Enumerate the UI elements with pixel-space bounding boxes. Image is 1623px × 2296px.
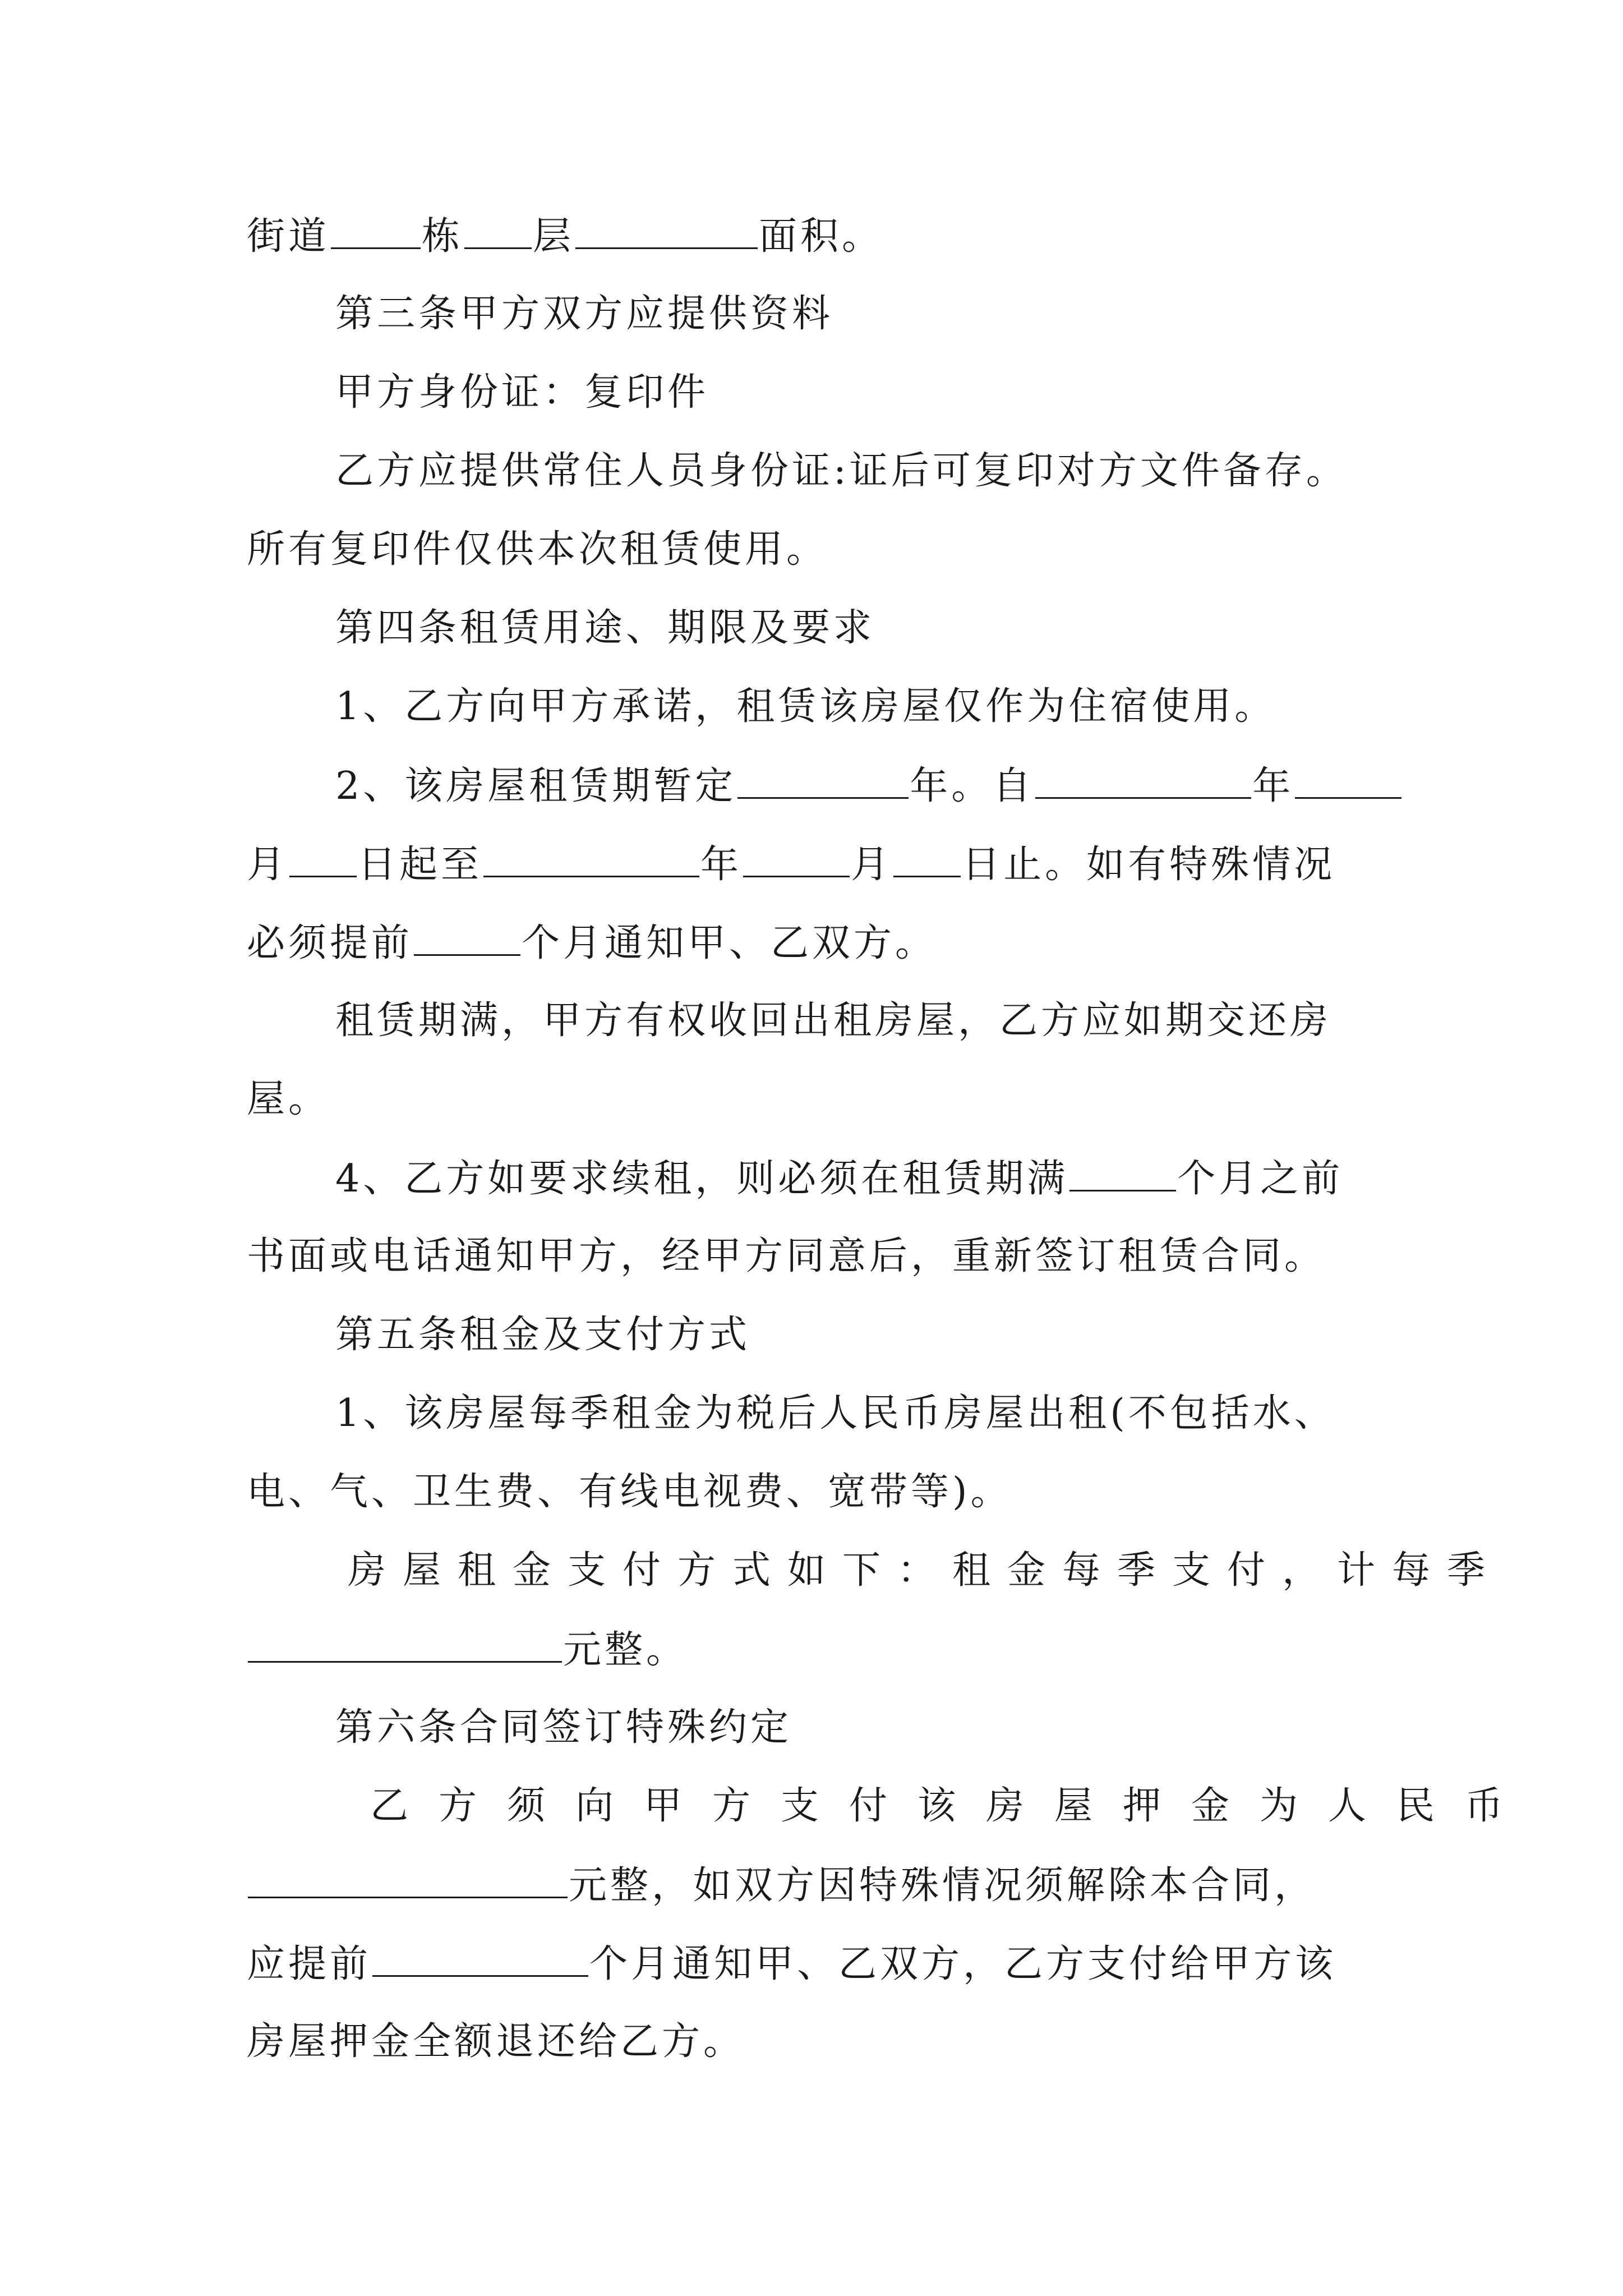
text-advance: 必须提前 — [247, 921, 413, 965]
clause-4-4-line-2: 书面或电话通知甲方，经甲方同意后，重新签订租赁合同。 — [247, 1234, 1326, 1278]
text-month: 月 — [247, 843, 289, 887]
deposit-line-3 — [247, 1938, 1391, 1990]
blank-renewal-months[interactable] — [1069, 1153, 1176, 1191]
blank-notice-months[interactable] — [414, 917, 520, 956]
clause-4-2-line-3 — [247, 917, 1391, 969]
lease-expiry-line-2: 屋。 — [247, 1077, 330, 1121]
blank-term-years[interactable] — [737, 760, 909, 799]
blank-end-day[interactable] — [893, 839, 961, 877]
blank-end-year[interactable] — [483, 839, 699, 877]
party-b-id-line: 乙方应提供常住人员身份证:证后可复印对方文件备存。 — [335, 449, 1348, 493]
text-year-2: 年 — [700, 843, 743, 887]
article-3-heading: 第三条甲方双方应提供资料 — [335, 292, 834, 336]
text-month-2: 月 — [851, 843, 893, 887]
clause-4-4-line-1 — [335, 1153, 1390, 1204]
blank-start-month[interactable] — [1295, 760, 1401, 799]
text-area: 面积。 — [759, 214, 884, 259]
text-renewal: 4、乙方如要求续租，则必须在租赁期满 — [335, 1157, 1069, 1201]
blank-end-month[interactable] — [743, 839, 850, 877]
blank-building[interactable] — [331, 210, 421, 249]
clause-4-2-line-2 — [247, 839, 1391, 890]
text-months-before: 个月之前 — [1177, 1157, 1344, 1201]
text-notice: 个月通知甲、乙双方。 — [522, 921, 937, 965]
clause-5-1-line-1: 1、该房屋每季租金为税后人民币房屋出租(不包括水、 — [335, 1391, 1336, 1435]
deposit-line-1: 乙方须向甲方支付该房屋押金为人民币 — [370, 1784, 1534, 1828]
article-6-heading: 第六条合同签订特殊约定 — [335, 1705, 792, 1750]
blank-deposit-amount[interactable] — [248, 1860, 568, 1898]
text-until: 日起至 — [358, 843, 483, 887]
text-yuan: 元整。 — [563, 1628, 688, 1672]
article-5-heading: 第五条租金及支付方式 — [335, 1313, 751, 1357]
text-lease-term: 2、该房屋租赁期暂定 — [335, 764, 737, 808]
text-building: 栋 — [422, 214, 464, 259]
payment-method-line: 房屋租金支付方式如下：租金每季支付，计每季 — [348, 1548, 1502, 1593]
text-deposit-terms: 元整，如双方因特殊情况须解除本合同， — [569, 1864, 1316, 1908]
clause-4-2-line-1 — [335, 760, 1390, 812]
clause-5-1-line-2: 电、气、卫生费、有线电视费、宽带等)。 — [247, 1470, 1012, 1514]
text-floor: 层 — [533, 214, 575, 259]
blank-start-day[interactable] — [289, 839, 357, 877]
party-a-id-line: 甲方身份证：复印件 — [335, 370, 709, 415]
blank-area[interactable] — [575, 210, 758, 249]
deposit-line-4: 房屋押金全额退还给乙方。 — [247, 2019, 745, 2064]
text-advance-2: 应提前 — [247, 1942, 372, 1986]
text-year: 年 — [1252, 764, 1294, 808]
article-4-heading: 第四条租赁用途、期限及要求 — [335, 606, 875, 650]
line-address — [247, 210, 1391, 262]
blank-deposit-notice-months[interactable] — [372, 1938, 588, 1977]
text-street: 街道 — [247, 214, 330, 259]
text-from: 年。自 — [910, 764, 1035, 808]
payment-amount-line — [247, 1624, 1391, 1676]
lease-expiry-line: 租赁期满，甲方有权收回出租房屋，乙方应如期交还房 — [335, 999, 1332, 1043]
blank-start-year[interactable] — [1035, 760, 1251, 799]
text-deposit-notice: 个月通知甲、乙双方，乙方支付给甲方该 — [589, 1942, 1337, 1986]
text-end-special: 日止。如有特殊情况 — [962, 843, 1336, 887]
deposit-line-2 — [247, 1860, 1391, 1911]
blank-floor[interactable] — [464, 210, 532, 249]
blank-quarterly-rent[interactable] — [248, 1624, 562, 1663]
clause-4-1: 1、乙方向甲方承诺，租赁该房屋仅作为住宿使用。 — [335, 684, 1276, 729]
copies-usage-line: 所有复印件仅供本次租赁使用。 — [247, 527, 828, 572]
